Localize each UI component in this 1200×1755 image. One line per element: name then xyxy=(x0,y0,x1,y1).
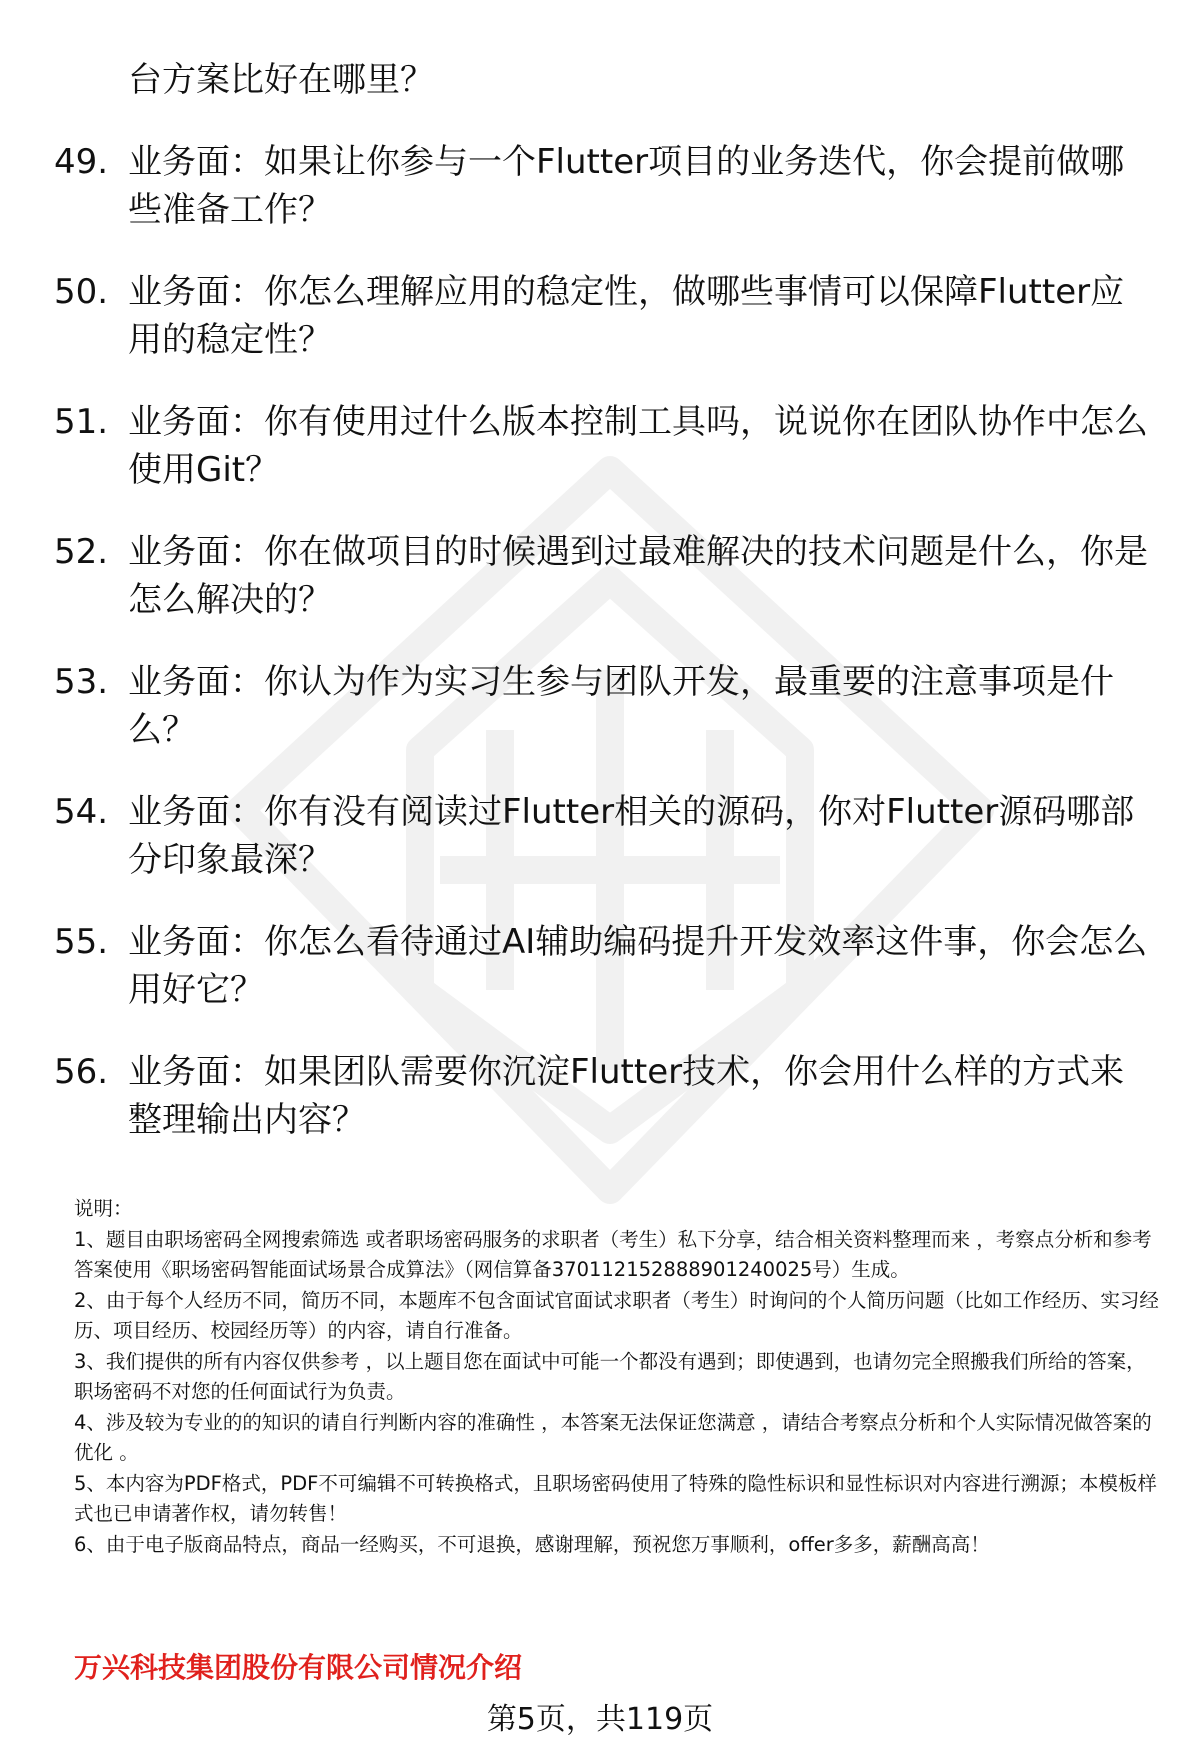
question-number: 49. xyxy=(54,142,109,182)
question-text: 业务面：你有没有阅读过Flutter相关的源码，你对Flutter源码哪部分印象最深？ xyxy=(128,792,1135,880)
note-item: 3、我们提供的所有内容仅供参考 ，以上题目您在面试中可能一个都没有遇到；即使遇到，也请勿完全照搬我们所给的答案，职场密码不对您的任何面试行为负责。 xyxy=(74,1349,1146,1403)
question-list xyxy=(0,56,1200,1178)
question-item xyxy=(0,398,1200,494)
question-item xyxy=(0,268,1200,364)
page-indicator: 第5页，共119页 xyxy=(486,1702,714,1737)
notes-heading: 说明： xyxy=(74,1197,133,1220)
question-number: 51. xyxy=(54,402,109,442)
question-text: 业务面：如果让你参与一个Flutter项目的业务迭代，你会提前做哪些准备工作？ xyxy=(128,142,1125,230)
note-item: 2、由于每个人经历不同，简历不同，本题库不包含面试官面试求职者（考生）时询问的个人简历问题（比如工作经历、实习经历、项目经历、校园经历等）的内容，请自行准备。 xyxy=(74,1288,1159,1342)
question-text: 业务面：你怎么理解应用的稳定性，做哪些事情可以保障Flutter应用的稳定性？ xyxy=(128,272,1125,360)
question-number: 56. xyxy=(54,1052,109,1092)
company-intro-heading: 万兴科技集团股份有限公司情况介绍 xyxy=(74,1651,523,1684)
question-item xyxy=(0,528,1200,624)
question-text: 业务面：你怎么看待通过AI辅助编码提升开发效率这件事，你会怎么用好它？ xyxy=(128,922,1148,1010)
question-number: 50. xyxy=(54,272,109,312)
question-item xyxy=(0,788,1200,884)
question-continuation-text: 台方案比好在哪里？ xyxy=(128,60,434,100)
question-text: 业务面：你有使用过什么版本控制工具吗，说说你在团队协作中怎么使用Git？ xyxy=(128,402,1148,490)
question-text: 业务面：你认为作为实习生参与团队开发，最重要的注意事项是什么？ xyxy=(128,662,1114,750)
question-number: 53. xyxy=(54,662,109,702)
question-number: 55. xyxy=(54,922,109,962)
question-number: 52. xyxy=(54,532,109,572)
question-text: 业务面：你在做项目的时候遇到过最难解决的技术问题是什么，你是怎么解决的？ xyxy=(128,532,1148,620)
disclaimer-notes xyxy=(74,1194,1164,1560)
note-item: 1、题目由职场密码全网搜索筛选 或者职场密码服务的求职者（考生）私下分享，结合相关资料整理而来 ，考察点分析和参考答案使用《职场密码智能面试场景合成算法》（网信算备370112152888901240025号）生成。 xyxy=(74,1227,1152,1281)
question-item xyxy=(0,138,1200,234)
note-item: 5、本内容为PDF格式，PDF不可编辑不可转换格式，且职场密码使用了特殊的隐性标识和显性标识对内容进行溯源；本模板样式也已申请著作权，请勿转售！ xyxy=(74,1471,1157,1525)
question-item xyxy=(0,918,1200,1014)
question-item xyxy=(0,1048,1200,1144)
question-item xyxy=(0,658,1200,754)
question-number: 54. xyxy=(54,792,109,832)
note-item: 4、涉及较为专业的的知识的请自行判断内容的准确性 ，本答案无法保证您满意 ，请结合考察点分析和个人实际情况做答案的优化 。 xyxy=(74,1410,1152,1464)
note-item: 6、由于电子版商品特点，商品一经购买，不可退换，感谢理解，预祝您万事顺利，offer多多，薪酬高高！ xyxy=(74,1532,990,1556)
question-text: 业务面：如果团队需要你沉淀Flutter技术，你会用什么样的方式来整理输出内容？ xyxy=(128,1052,1125,1140)
